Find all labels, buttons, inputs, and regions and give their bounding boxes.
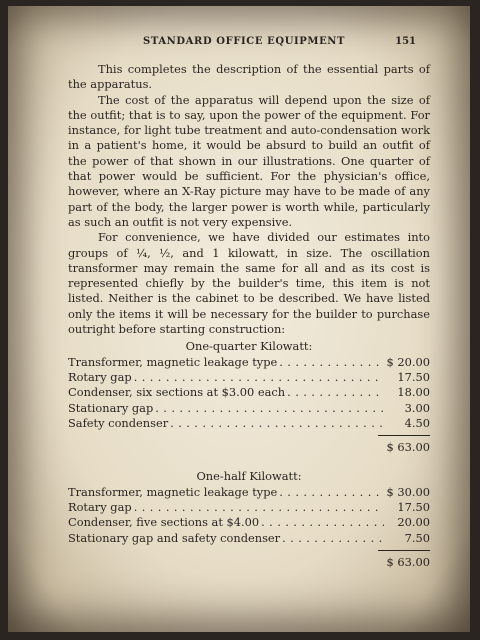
paragraph: The cost of the apparatus will depend upon the size of the outfit; that is to say, upon the power of the equipment. For instance, for light tube treatment and auto-condensation work in a patient's home, it would be absurd to build an outfit of the power of that shown in our illustrations. One quarter of that power would be sufficient. For the physician's office, however, where an X-Ray picture may have to be made of any part of the body, the larger power is worth while, particularly as such an outfit is not very expensive. — [68, 92, 430, 229]
item-label: Condenser, five sections at $4.00 — [68, 515, 260, 530]
estimate-row — [68, 370, 430, 385]
estimate-row — [68, 531, 430, 546]
estimate-row — [68, 416, 430, 431]
item-amount: 3.00 — [404, 400, 430, 415]
running-head: STANDARD OFFICE EQUIPMENT — [143, 36, 346, 47]
estimate-row — [68, 355, 430, 370]
estimate-total: $ 63.00 — [386, 440, 430, 455]
section-gap — [68, 455, 430, 467]
item-amount: 7.50 — [404, 530, 430, 545]
estimate-quarter-kilowatt — [68, 339, 430, 455]
item-amount: 20.00 — [397, 515, 430, 530]
item-label: Stationary gap and safety condenser — [68, 530, 281, 545]
paragraph: This completes the description of the essential parts of the apparatus. — [68, 62, 430, 92]
item-amount: 4.50 — [404, 415, 430, 430]
dot-leader — [261, 515, 384, 530]
page-body — [68, 62, 430, 570]
item-label: Rotary gap — [68, 500, 132, 515]
item-amount: 17.50 — [397, 369, 430, 384]
dot-leader — [134, 500, 384, 515]
dot-leader — [134, 370, 384, 385]
item-amount: $ 30.00 — [386, 484, 430, 499]
total-rule — [378, 435, 430, 436]
item-label: Stationary gap — [68, 400, 154, 415]
estimate-half-kilowatt — [68, 469, 430, 570]
item-amount: $ 20.00 — [386, 354, 430, 369]
estimate-row — [68, 515, 430, 530]
dot-leader — [287, 385, 384, 400]
dot-leader — [170, 416, 384, 431]
estimate-row — [68, 500, 430, 515]
estimate-row — [68, 401, 430, 416]
page-number: 151 — [395, 36, 416, 47]
estimate-row — [68, 385, 430, 400]
dot-leader — [155, 401, 384, 416]
dot-leader — [279, 485, 384, 500]
dot-leader — [279, 355, 384, 370]
item-label: Safety condenser — [68, 415, 169, 430]
item-label: Condenser, six sections at $3.00 each — [68, 385, 286, 400]
total-rule — [378, 550, 430, 551]
item-label: Transformer, magnetic leakage type — [68, 354, 278, 369]
estimate-row — [68, 485, 430, 500]
estimate-total: $ 63.00 — [386, 554, 430, 569]
item-label: Rotary gap — [68, 369, 132, 384]
item-label: Transformer, magnetic leakage type — [68, 484, 278, 499]
dot-leader — [282, 531, 384, 546]
item-amount: 17.50 — [397, 500, 430, 515]
book-page — [8, 6, 470, 632]
paragraph: For convenience, we have divided our estimates into groups of ¼, ½, and 1 kilowatt, in size. The oscillation transformer may remain the same for all and as its cost is represented chiefly by the builder's time, this item is not listed. Neither is the cabinet to be described. We have listed only the items it will be necessary for the builder to purchase outright before starting construction: — [68, 230, 430, 337]
item-amount: 18.00 — [397, 385, 430, 400]
section-title: One-quarter Kilowatt: — [185, 339, 313, 354]
section-title: One-half Kilowatt: — [196, 469, 302, 484]
